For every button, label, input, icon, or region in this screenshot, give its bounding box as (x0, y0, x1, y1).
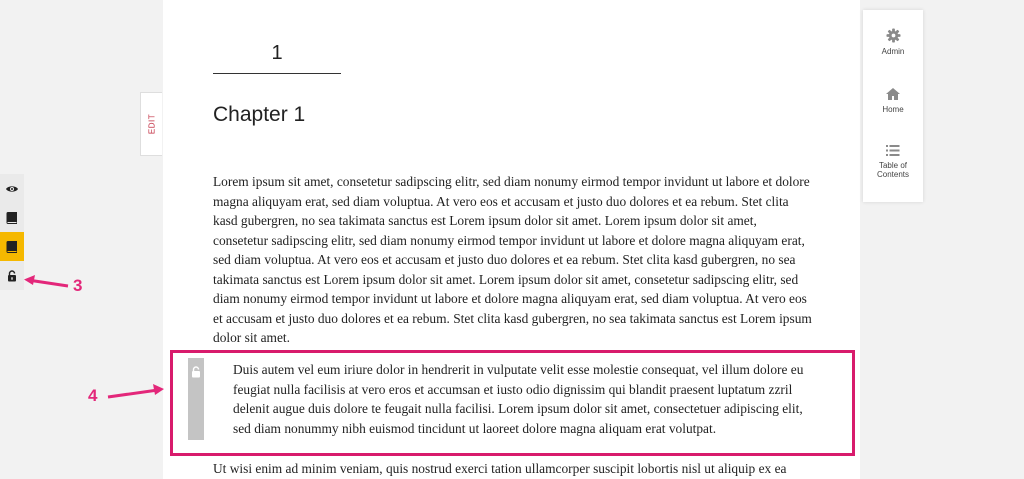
home-icon (885, 87, 901, 101)
nav-home-label: Home (882, 105, 904, 114)
callout-label-3: 3 (73, 276, 83, 295)
gear-icon (886, 28, 901, 43)
nav-home[interactable] (863, 87, 923, 114)
lock-icon (7, 270, 17, 282)
edit-tab-label: EDIT (147, 113, 156, 135)
book-button[interactable] (0, 203, 24, 232)
book-icon (6, 211, 18, 225)
list-icon (885, 144, 901, 157)
nav-toc-label-line2: Contents (876, 170, 910, 179)
locked-paragraph: Duis autem vel eum iriure dolor in hendrerit in vulputate velit esse molestie consequat, vel illum dolore eu feugiat nulla facilisis at vero eros et accumsan et iusto odio dignissim qui blandit praesent luptatum zzril delenit augue duis dolore te feugait nulla facilisi. Lorem ipsum dolor sit amet, consectetuer adipiscing elit, sed diam nonummy nibh euismod tincidunt ut laoreet dolore magna aliquam erat volutpat. (233, 362, 804, 436)
nav-admin[interactable] (863, 28, 923, 56)
body-paragraph: Lorem ipsum sit amet, consetetur sadipscing elitr, sed diam nonumy eirmod tempor invidunt ut labore et dolore magna aliquyam erat, sed diam voluptua. At vero eos et accusam et justo duo dolores et ea rebum. Stet clita kasd gubergren, no sea takimata sanctus est Lorem ipsum dolor sit amet. Lorem ipsum dolor sit amet, consetetur sadipscing elitr, sed diam nonumy eirmod tempor invidunt ut labore et dolore magna aliquyam erat, sed diam voluptua. At vero eos et accusam et justo duo dolores et ea rebum. Stet clita kasd gubergren, no sea takimata sanctus est Lorem ipsum dolor sit amet. Lorem ipsum dolor sit amet, consetetur sadipscing elitr, sed diam nonumy eirmod tempor invidunt ut labore et dolore magna aliquyam erat, sed diam voluptua. At vero eos et accusam et justo duo dolores et ea rebum. Stet clita kasd gubergren, no sea takimata sanctus est Lorem ipsum dolor sit amet. (213, 174, 812, 345)
edit-tab[interactable] (140, 92, 162, 156)
next-paragraph: Ut wisi enim ad minim veniam, quis nostrud exerci tation ullamcorper suscipit lobortis nisl ut aliquip ex ea (213, 461, 787, 476)
nav-table-of-contents[interactable] (863, 144, 923, 179)
eye-icon (5, 184, 19, 194)
lock-button[interactable] (0, 261, 24, 290)
page-number: 1 (213, 42, 341, 74)
book-icon (6, 240, 18, 254)
book-active-button[interactable] (0, 232, 24, 261)
callout-box-4 (170, 350, 855, 456)
callout-label-4: 4 (88, 386, 98, 405)
nav-toc-label (863, 161, 923, 179)
chapter-title: Chapter 1 (213, 103, 306, 126)
nav-toc-label-line1: Table of (878, 161, 908, 170)
view-button[interactable] (0, 174, 24, 203)
right-nav-panel (863, 10, 923, 202)
left-toolbar (0, 174, 26, 290)
nav-admin-label: Admin (881, 47, 905, 56)
callout-arrow-3 (22, 275, 70, 293)
callout-arrow-4 (106, 383, 166, 401)
